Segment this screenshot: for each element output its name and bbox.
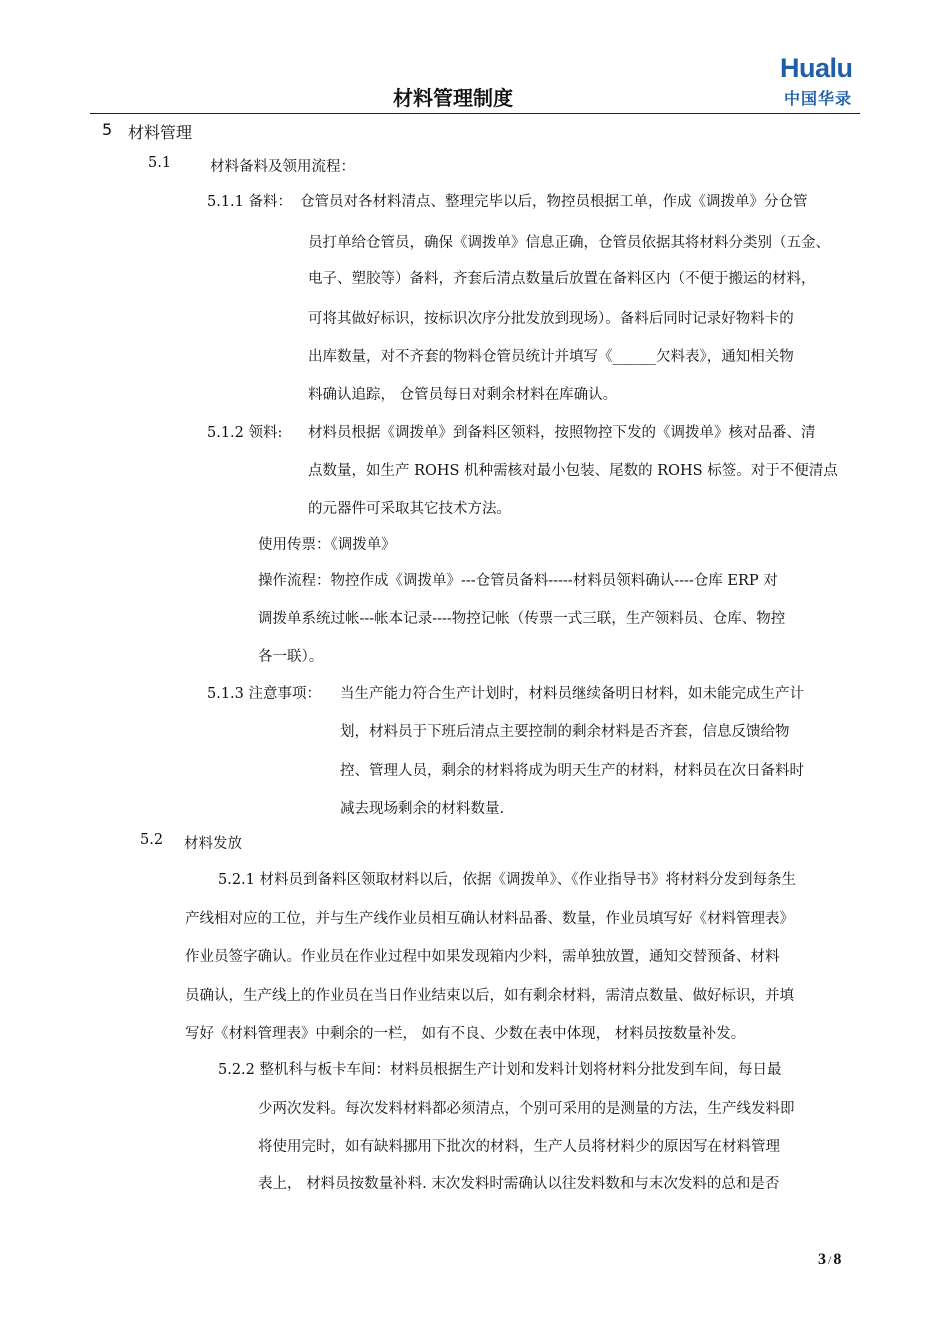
paragraph-line: 的元器件可采取其它技术方法。 [308,501,511,517]
paragraph-line: 出库数量，对不齐套的物料仓管员统计并填写《______欠料表》，通知相关物 [308,349,794,365]
hualu-logo-text: Hualu [780,53,853,83]
document-title: 材料管理制度 [393,86,513,110]
paragraph-line: 控、管理人员，剩余的材料将成为明天生产的材料，材料员在次日备料时 [340,763,804,779]
current-page: 3 [818,1251,826,1268]
paragraph-line: 写好《材料管理表》中剩余的一栏， 如有不良、少数在表中体现， 材料员按数量补发。 [185,1026,746,1042]
paragraph-line: 减去现场剩余的材料数量. [340,801,505,817]
paragraph-line: 作业员签字确认。作业员在作业过程中如果发现箱内少料，需单独放置，通知交替预备、材料 [185,949,780,965]
total-pages: 8 [833,1251,842,1268]
paragraph-line: 5.2.2 整机科与板卡车间：材料员根据生产计划和发料计划将材料分批发到车间，每日最 [218,1062,782,1078]
section-5-2-number: 5.2 [140,832,164,848]
section-5-1-number: 5.1 [148,155,172,171]
paragraph-line: 电子、塑胶等）备料，齐套后清点数量后放置在备料区内（不便于搬运的材料， [308,271,816,287]
paragraph-line: 可将其做好标识，按标识次序分批发放到现场）。备料后同时记录好物料卡的 [308,311,794,327]
paragraph-line: 员打单给仓管员，确保《调拨单》信息正确，仓管员依据其将材料分类别（五金、 [308,235,830,251]
section-5-1-1-label: 5.1.1 备料： [207,194,293,210]
paragraph-line: 料确认追踪， 仓管员每日对剩余材料在库确认。 [308,387,618,403]
paragraph-line: 材料员根据《调拨单》到备料区领料，按照物控下发的《调拨单》核对品番、清 [308,425,816,441]
section-5-1-2-label: 5.1.2 领料: [207,425,283,441]
flow-line: 各一联）。 [258,649,324,665]
page-number [818,1251,841,1269]
section-5-number: 5 [102,120,113,139]
flow-line: 操作流程：物控作成《调拨单》---仓管员备料-----材料员领料确认----仓库 ERP 对 [258,573,778,589]
paragraph-line: 表上， 材料员按数量补料. 末次发料时需确认以往发料数和与末次发料的总和是否 [258,1176,780,1192]
section-5-1-3-label: 5.1.3 注意事项： [207,686,322,702]
section-5-title: 材料管理 [128,123,193,142]
paragraph-line: 产线相对应的工位，并与生产线作业员相互确认材料品番、数量，作业员填写好《材料管理表》 [185,911,794,927]
paragraph-line: 仓管员对各材料清点、整理完毕以后，物控员根据工单，作成《调拨单》分仓管 [300,194,808,210]
page-separator: / [828,1253,832,1267]
section-5-2-title: 材料发放 [184,836,242,852]
paragraph-line: 将使用完时，如有缺料挪用下批次的材料，生产人员将材料少的原因写在材料管理 [258,1139,780,1155]
paragraph-line: 员确认，生产线上的作业员在当日作业结束以后，如有剩余材料，需清点数量、做好标识，并填 [185,988,794,1004]
hualu-logo-chinese: 中国华录 [784,89,853,108]
flow-line: 调拨单系统过帐---帐本记录----物控记帐（传票一式三联，生产领料员、仓库、物控 [258,611,786,627]
header-rule [90,113,860,114]
paragraph-line: 点数量，如生产 ROHS 机种需核对最小包装、尾数的 ROHS 标签。对于不便清点 [308,463,838,479]
paragraph-line: 少两次发料。每次发料材料都必须清点，个别可采用的是测量的方法，生产线发料即 [258,1101,795,1117]
section-5-1-title: 材料备料及领用流程： [210,159,355,175]
ticket-line: 使用传票：《调拨单》 [258,537,396,553]
paragraph-line: 划，材料员于下班后清点主要控制的剩余材料是否齐套，信息反馈给物 [340,724,790,740]
paragraph-line: 5.2.1 材料员到备料区领取材料以后，依据《调拨单》、《作业指导书》将材料分发到每条生 [218,872,796,888]
paragraph-line: 当生产能力符合生产计划时，材料员继续备明日材料，如未能完成生产计 [340,686,804,702]
